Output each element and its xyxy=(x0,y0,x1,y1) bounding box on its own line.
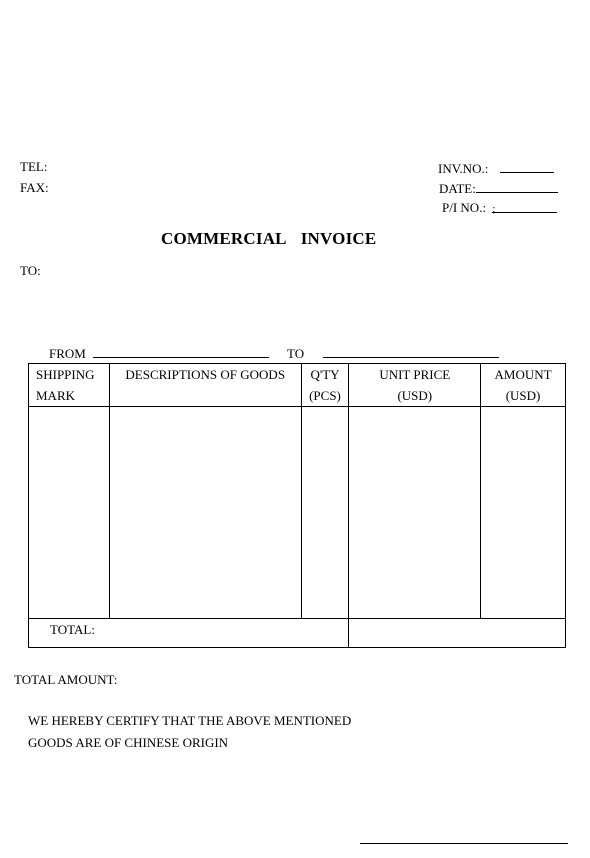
total-value-cell xyxy=(349,619,566,648)
inv-no-line xyxy=(500,161,554,173)
pi-no-mark: ; xyxy=(492,203,496,215)
to-label: TO: xyxy=(20,263,41,278)
title-word-commercial: COMMERCIAL xyxy=(161,229,287,248)
inv-no-field xyxy=(438,161,554,175)
route-from xyxy=(49,346,269,360)
cell-descriptions xyxy=(109,407,301,619)
cell-shipping-mark xyxy=(29,407,110,619)
header-qty: Q'TY (PCS) xyxy=(301,364,349,407)
title-word-invoice: INVOICE xyxy=(300,229,377,248)
cell-qty xyxy=(301,407,349,619)
date-label: DATE: xyxy=(439,181,476,196)
from-label: FROM xyxy=(49,346,86,361)
cell-amount xyxy=(481,407,566,619)
signature-line xyxy=(360,843,568,844)
certify-line-2: GOODS ARE OF CHINESE ORIGIN xyxy=(28,735,229,750)
inv-no-label: INV.NO.: xyxy=(438,161,489,176)
pi-no-line xyxy=(492,201,557,213)
total-label: TOTAL: xyxy=(29,619,349,648)
route-to xyxy=(287,346,499,360)
date-field xyxy=(439,181,558,195)
fax-label: FAX: xyxy=(20,180,49,195)
header-descriptions: DESCRIPTIONS OF GOODS xyxy=(109,364,301,407)
date-line xyxy=(476,181,558,193)
cell-unit-price xyxy=(349,407,481,619)
header-unit-price: UNIT PRICE (USD) xyxy=(349,364,481,407)
invoice-table xyxy=(28,363,566,648)
from-line xyxy=(93,346,269,358)
pi-no-field xyxy=(442,201,557,214)
certify-line-1: WE HEREBY CERTIFY THAT THE ABOVE MENTIONED xyxy=(28,713,352,728)
header-shipping-mark: SHIPPING MARK xyxy=(29,364,110,407)
table-header-row xyxy=(29,364,566,407)
total-amount-label: TOTAL AMOUNT: xyxy=(14,672,118,687)
table-total-row xyxy=(29,619,566,648)
pi-no-label: P/I NO.: xyxy=(442,200,487,215)
header-amount: AMOUNT (USD) xyxy=(481,364,566,407)
tel-label: TEL: xyxy=(20,159,48,174)
page-title xyxy=(161,230,376,247)
route-to-line xyxy=(323,346,499,358)
route-to-label: TO xyxy=(287,346,305,361)
table-body-row xyxy=(29,407,566,619)
